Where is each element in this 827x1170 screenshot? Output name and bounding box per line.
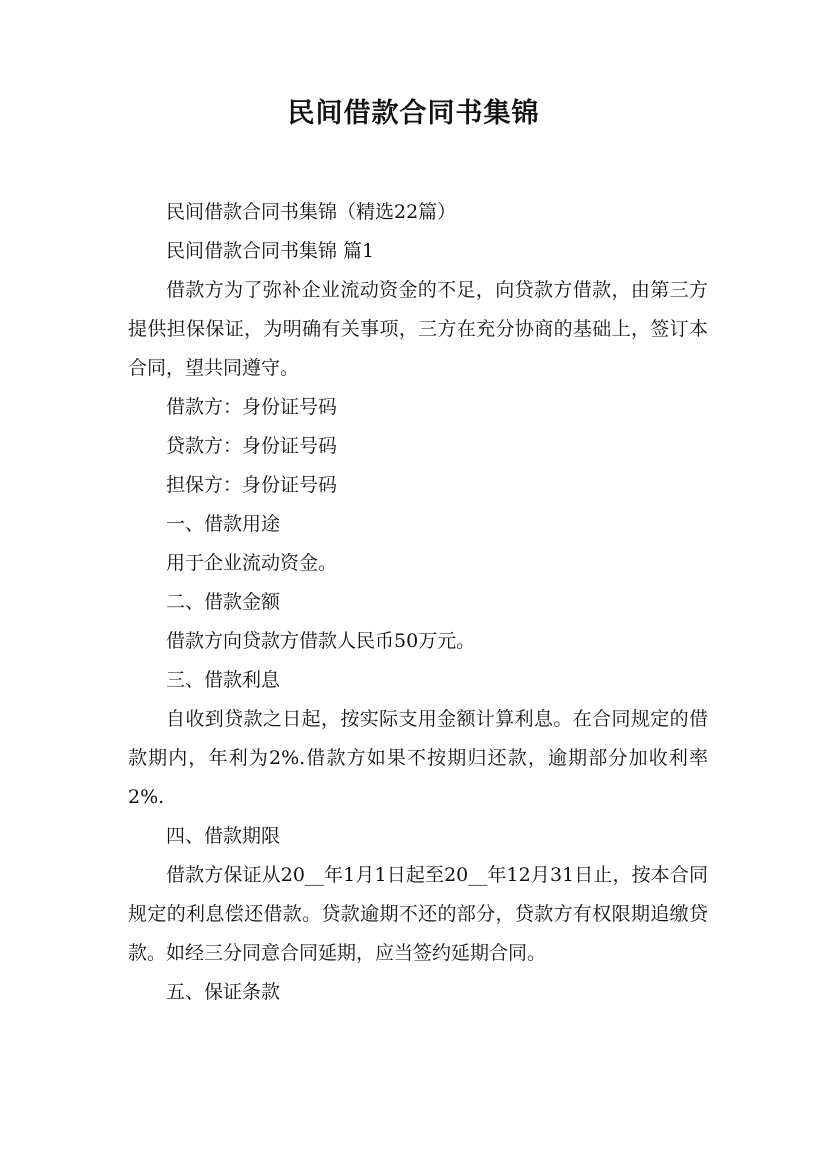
section-heading-term: 四、借款期限	[166, 825, 281, 847]
document-title: 民间借款合同书集锦	[287, 98, 540, 129]
borrower-line: 借款方：身份证号码	[166, 396, 338, 418]
section-heading-amount: 二、借款金额	[166, 591, 281, 613]
interest-paragraph: 自收到贷款之日起，按实际支用金额计算利息。在合同规定的借款期内，年利为2%.借款方如果不按期归还款，逾期部分加收利率2%.	[128, 708, 708, 808]
term-paragraph: 借款方保证从20__年1月1日起至20__年12月31日止，按本合同规定的利息偿还借款。贷款逾期不还的部分，贷款方有权限期追缴贷款。如经三分同意合同延期，应当签约延期合同。	[128, 864, 708, 964]
article-heading: 民间借款合同书集锦 篇1	[166, 240, 375, 262]
lender-line: 贷款方：身份证号码	[166, 435, 338, 457]
purpose-paragraph: 用于企业流动资金。	[166, 552, 338, 574]
document-body	[128, 193, 708, 1012]
collection-heading: 民间借款合同书集锦（精选22篇）	[166, 201, 457, 223]
guarantor-line: 担保方：身份证号码	[166, 474, 338, 496]
preamble-paragraph: 借款方为了弥补企业流动资金的不足，向贷款方借款，由第三方提供担保保证，为明确有关事项，三方在充分协商的基础上，签订本合同，望共同遵守。	[128, 279, 708, 379]
section-heading-guarantee: 五、保证条款	[166, 981, 281, 1003]
section-heading-purpose: 一、借款用途	[166, 513, 281, 535]
amount-paragraph: 借款方向贷款方借款人民币50万元。	[166, 630, 476, 652]
section-heading-interest: 三、借款利息	[166, 669, 281, 691]
